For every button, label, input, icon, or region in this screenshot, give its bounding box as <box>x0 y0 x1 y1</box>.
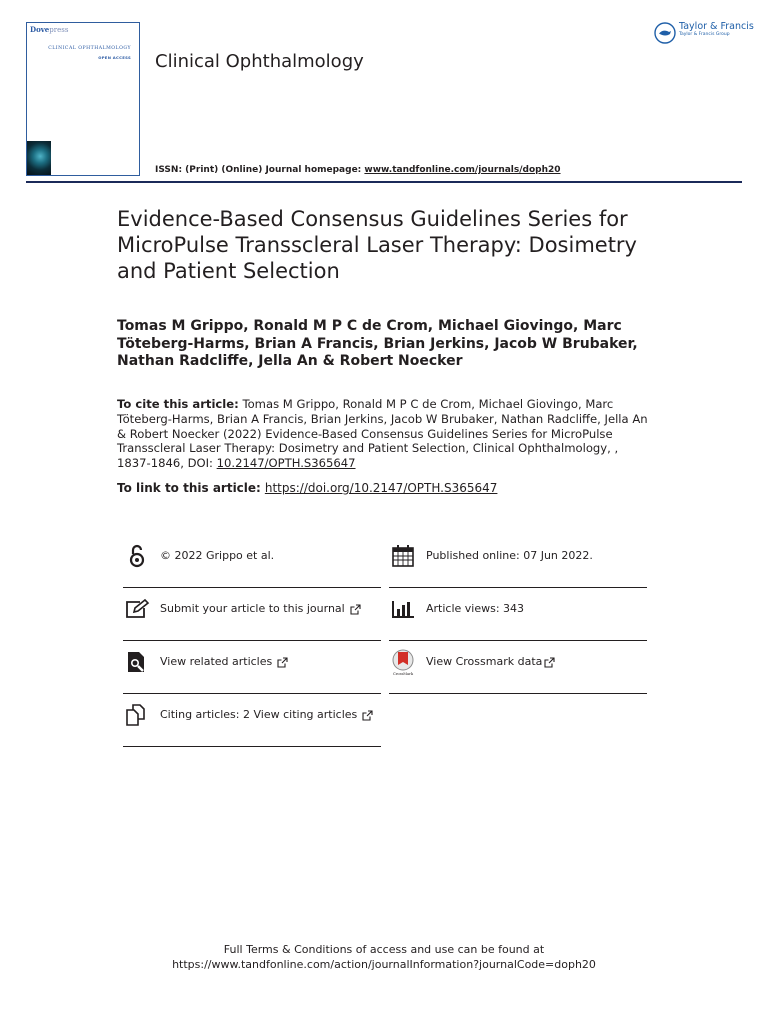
header-divider <box>26 181 742 183</box>
article-title: Evidence-Based Consensus Guidelines Series for MicroPulse Transscleral Laser Therapy: Dosimetry and Patient Selection <box>117 207 637 283</box>
calendar-icon <box>389 543 417 569</box>
published-date: Published online: 07 Jun 2022. <box>426 549 593 562</box>
citation-block <box>117 397 653 471</box>
grid-divider <box>389 693 647 694</box>
cover-publisher: Dovepress <box>30 25 69 34</box>
citing-articles-link[interactable]: Citing articles: 2 View citing articles <box>160 708 373 721</box>
related-articles-link[interactable]: View related articles <box>160 655 288 668</box>
citation-doi-link[interactable]: 10.2147/OPTH.S365647 <box>216 456 356 471</box>
terms-line: Full Terms & Conditions of access and use can be found at <box>223 943 545 956</box>
citation-label: To cite this article: <box>117 397 239 411</box>
brand-name: Taylor & Francis <box>679 21 754 32</box>
published-cell <box>389 529 593 582</box>
article-doi-link[interactable]: https://doi.org/10.2147/OPTH.S365647 <box>264 481 498 495</box>
article-link-label: To link to this article: <box>117 481 261 495</box>
article-authors: Tomas M Grippo, Ronald M P C de Crom, Michael Giovingo, Marc Töteberg-Harms, Brian A Francis, Brian Jerkins, Jacob W Brubaker, Nathan Radcliffe, Jella An & Robert Noecker <box>117 318 638 369</box>
taylor-francis-logo[interactable] <box>654 22 754 44</box>
journal-name: Clinical Ophthalmology <box>155 51 364 72</box>
article-views: Article views: 343 <box>426 602 525 615</box>
journal-homepage-link[interactable]: www.tandfonline.com/journals/doph20 <box>364 165 561 175</box>
related-articles-cell[interactable] <box>123 635 288 688</box>
related-search-icon <box>123 649 151 675</box>
external-link-icon <box>350 604 361 615</box>
citation-text: Tomas M Grippo, Ronald M P C de Crom, Michael Giovingo, Marc Töteberg-Harms, Brian A Francis, Brian Jerkins, Jacob W Brubaker, Nathan Radcliffe, Jella An & Robert Noecker (2022) Evidence-Based Consensus Guidelines Series for MicroPulse Transscleral Laser Therapy: Dosimetry and Patient Selection, Clinical Ophthalmology, , 1837-1846, DOI: <box>117 397 648 471</box>
bar-chart-icon <box>389 596 417 622</box>
terms-url[interactable]: https://www.tandfonline.com/action/journalInformation?journalCode=doph20 <box>172 958 596 971</box>
submit-article-link[interactable]: Submit your article to this journal <box>160 602 361 615</box>
cover-eye-image <box>27 141 51 175</box>
article-link-line <box>117 481 497 495</box>
open-access-cell <box>123 529 274 582</box>
grid-divider <box>123 746 381 747</box>
crossmark-cell[interactable] <box>389 635 555 688</box>
cover-access-label: OPEN ACCESS <box>98 55 131 60</box>
copyright-text: © 2022 Grippo et al. <box>160 549 275 562</box>
article-views-cell <box>389 582 524 635</box>
crossmark-link[interactable]: View Crossmark data <box>426 655 555 668</box>
terms-footer <box>0 942 768 972</box>
citing-articles-icon <box>123 702 151 728</box>
crossmark-icon <box>389 649 417 675</box>
open-access-icon <box>123 543 151 569</box>
external-link-icon <box>277 657 288 668</box>
journal-cover <box>26 22 140 176</box>
svg-text:CrossMark: CrossMark <box>392 671 414 676</box>
citing-articles-cell[interactable] <box>123 688 373 741</box>
submit-article-cell[interactable] <box>123 582 361 635</box>
external-link-icon <box>544 657 555 668</box>
edit-icon <box>123 596 151 622</box>
external-link-icon <box>362 710 373 721</box>
issn-line: ISSN: (Print) (Online) Journal homepage: www.tandfonline.com/journals/doph20 <box>155 165 561 175</box>
brand-group: Taylor & Francis Group <box>679 32 730 37</box>
cover-journal-title: CLINICAL OPHTHALMOLOGY <box>48 46 131 51</box>
taylor-francis-logo-icon <box>654 22 676 44</box>
